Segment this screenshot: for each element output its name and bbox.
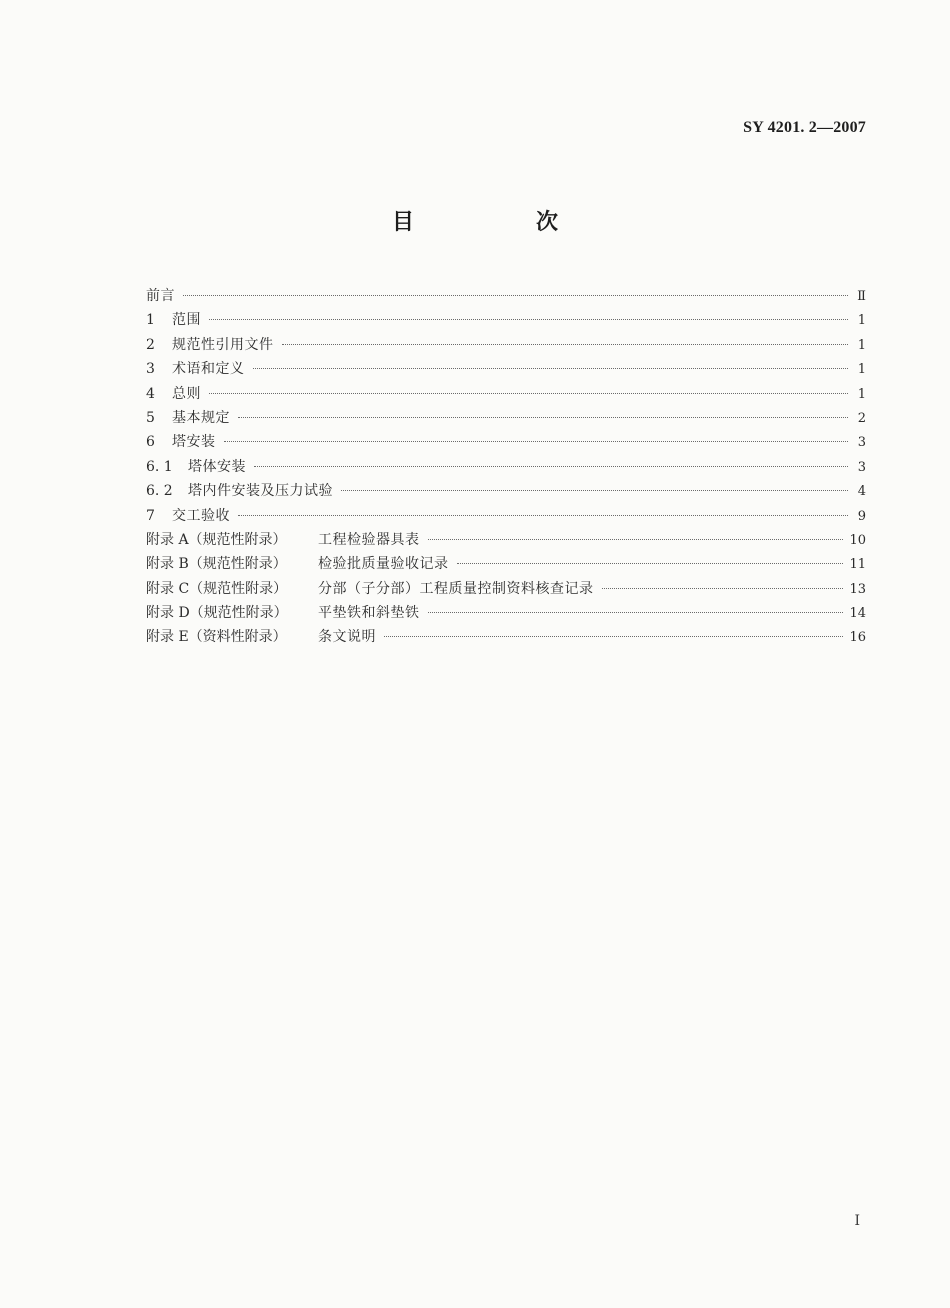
toc-entry-page: 1 — [857, 337, 866, 353]
toc-entry-foreword[interactable] — [146, 284, 866, 308]
toc-entry-page: 14 — [849, 606, 866, 622]
toc-entry-4[interactable] — [146, 382, 866, 406]
toc-entry-page: 1 — [857, 313, 866, 329]
toc-leader-dots — [183, 295, 848, 296]
toc-leader-dots — [602, 588, 844, 589]
toc-entry-label: 塔安装 — [172, 434, 216, 451]
table-of-contents — [146, 284, 866, 650]
toc-entry-label: 基本规定 — [172, 409, 230, 426]
toc-leader-dots — [341, 490, 848, 491]
toc-entry-label: 范围 — [172, 312, 201, 329]
toc-entry-label: 工程检验器具表 — [318, 531, 420, 548]
toc-entry-6-1[interactable] — [146, 455, 866, 479]
toc-leader-dots — [224, 441, 849, 442]
toc-entry-label: 塔内件安装及压力试验 — [188, 483, 333, 500]
toc-entry-number: 6. 1 — [146, 458, 173, 475]
toc-leader-dots — [457, 563, 844, 564]
toc-entry-page: 13 — [849, 581, 866, 597]
toc-entry-appendix-b[interactable] — [146, 552, 866, 576]
toc-entry-number: 6. 2 — [146, 483, 173, 500]
toc-entry-appendix-d[interactable] — [146, 601, 866, 625]
toc-entry-number: 1 — [146, 312, 155, 329]
toc-entry-page: 3 — [857, 435, 866, 451]
toc-entry-appendix-e[interactable] — [146, 625, 866, 649]
toc-entry-number: 附录 C（规范性附录） — [146, 580, 288, 597]
toc-entry-number: 3 — [146, 361, 155, 378]
toc-leader-dots — [384, 636, 843, 637]
toc-leader-dots — [254, 466, 848, 467]
toc-entry-label: 条文说明 — [318, 629, 376, 646]
toc-entry-number: 5 — [146, 409, 155, 426]
toc-entry-label: 平垫铁和斜垫铁 — [318, 605, 420, 622]
toc-entry-label: 检验批质量验收记录 — [318, 556, 449, 573]
standard-code: SY 4201. 2—2007 — [743, 119, 866, 136]
toc-leader-dots — [253, 368, 849, 369]
toc-leader-dots — [238, 417, 848, 418]
toc-entry-page: 11 — [849, 557, 866, 573]
toc-leader-dots — [238, 515, 848, 516]
toc-entry-appendix-c[interactable] — [146, 577, 866, 601]
toc-entry-5[interactable] — [146, 406, 866, 430]
toc-entry-1[interactable] — [146, 308, 866, 332]
toc-leader-dots — [282, 344, 849, 345]
toc-entry-number: 6 — [146, 434, 155, 451]
toc-leader-dots — [209, 393, 848, 394]
toc-entry-7[interactable] — [146, 504, 866, 528]
toc-entry-label: 前言 — [146, 288, 175, 304]
toc-entry-label: 交工验收 — [172, 507, 230, 524]
toc-entry-label: 总则 — [172, 385, 201, 402]
toc-entry-number: 附录 A（规范性附录） — [146, 531, 287, 548]
toc-entry-number: 2 — [146, 336, 155, 353]
toc-entry-page: 1 — [857, 362, 866, 378]
toc-entry-label: 分部（子分部）工程质量控制资料核查记录 — [318, 580, 594, 597]
toc-entry-page: 4 — [857, 484, 866, 500]
toc-entry-number: 附录 B（规范性附录） — [146, 556, 287, 573]
toc-entry-page: 3 — [857, 459, 866, 475]
toc-entry-6-2[interactable] — [146, 479, 866, 503]
toc-entry-page: 16 — [849, 630, 866, 646]
toc-leader-dots — [428, 539, 844, 540]
toc-entry-label: 规范性引用文件 — [172, 336, 274, 353]
toc-entry-number: 附录 D（规范性附录） — [146, 605, 288, 622]
page-number: Ⅰ — [854, 1213, 860, 1229]
toc-entry-page: 2 — [857, 410, 866, 426]
toc-entry-page: 1 — [857, 386, 866, 402]
toc-entry-page: 10 — [849, 532, 866, 548]
toc-entry-2[interactable] — [146, 333, 866, 357]
toc-entry-number: 4 — [146, 385, 155, 402]
toc-leader-dots — [428, 612, 844, 613]
toc-leader-dots — [209, 319, 848, 320]
toc-entry-label: 术语和定义 — [172, 361, 245, 378]
toc-entry-3[interactable] — [146, 357, 866, 381]
toc-entry-page: Ⅱ — [857, 289, 866, 304]
toc-entry-label: 塔体安装 — [188, 458, 246, 475]
toc-entry-number: 附录 E（资料性附录） — [146, 629, 287, 646]
toc-entry-page: 9 — [857, 508, 866, 524]
toc-entry-number: 7 — [146, 507, 155, 524]
toc-entry-appendix-a[interactable] — [146, 528, 866, 552]
page-title: 目 次 — [391, 209, 608, 235]
toc-entry-6[interactable] — [146, 430, 866, 454]
